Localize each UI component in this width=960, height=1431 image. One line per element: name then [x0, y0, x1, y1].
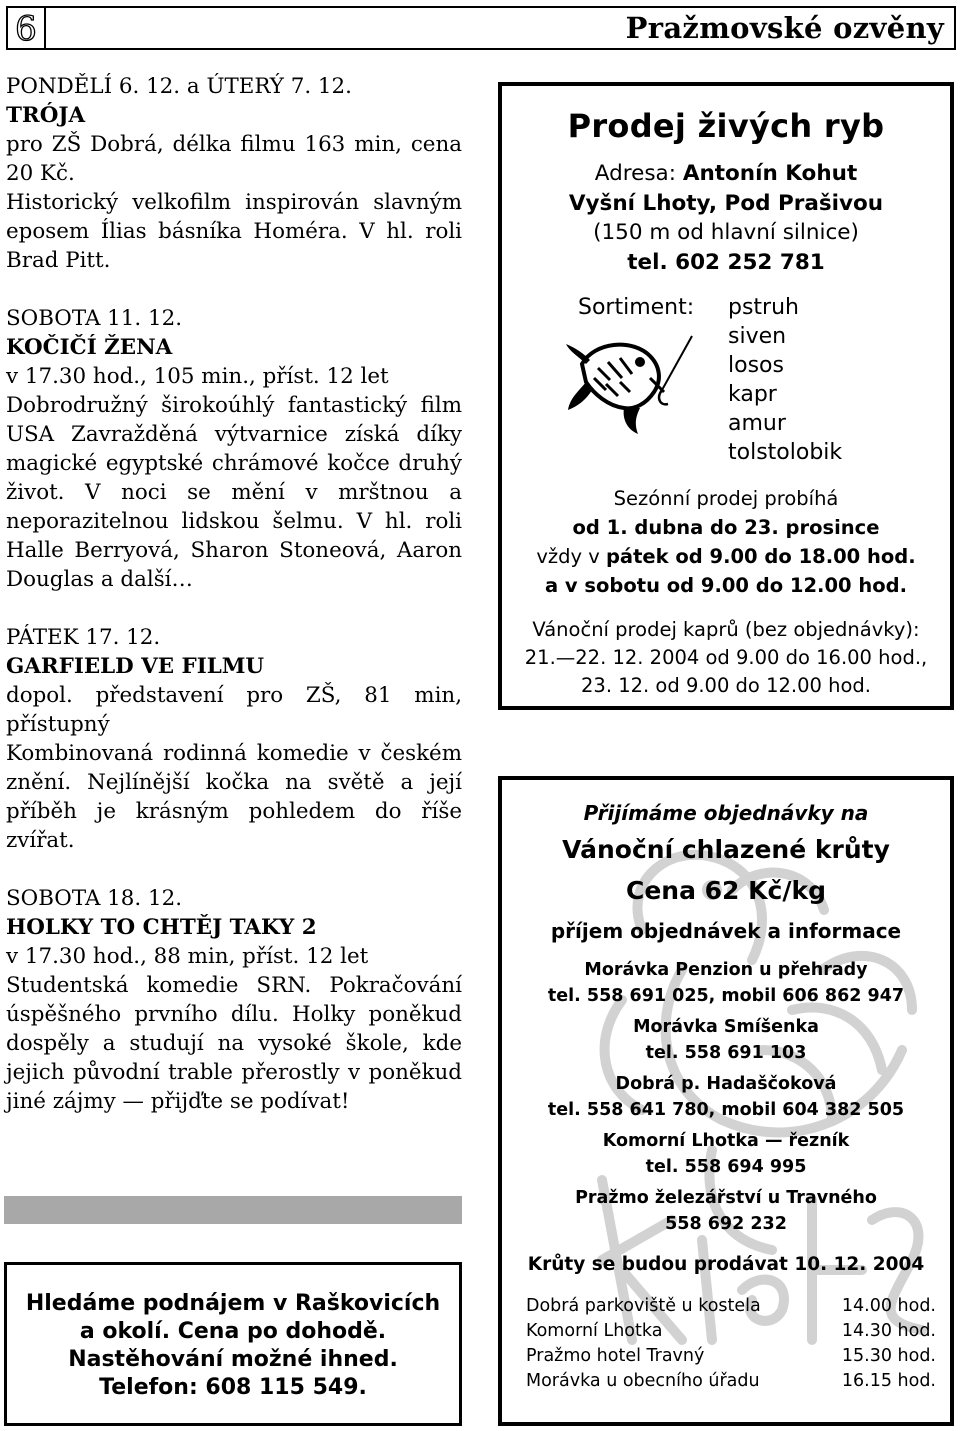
turkey-heading: Vánoční chlazené krůty	[562, 835, 890, 864]
christmas-carp-sale	[502, 616, 950, 700]
film-description: Historický velkofilm inspirován slavným eposem Ílias básníka Homéra. V hl. roli Brad Pitt.	[6, 190, 462, 273]
christmas-line: 23. 12. od 9.00 do 12.00 hod.	[581, 674, 871, 697]
schedule-time: 15.30 hod.	[841, 1346, 936, 1366]
order-place	[502, 1129, 950, 1180]
address-phone: tel. 602 252 781	[627, 249, 825, 275]
season-line: Sezónní prodej probíhá	[613, 487, 839, 510]
cinema-program	[6, 72, 462, 1145]
order-place	[502, 1186, 950, 1237]
turkey-price: Cena 62 Kč/kg	[625, 876, 826, 905]
page-number: 6	[15, 9, 37, 49]
species-item: tolstolobik	[728, 440, 843, 465]
place-name: Komorní Lhotka — řezník	[602, 1131, 850, 1151]
sale-date: Krůty se budou prodávat 10. 12. 2004	[527, 1254, 925, 1275]
film-title: HOLKY TO CHTĚJ TAKY 2	[6, 915, 317, 940]
schedule-time: 14.30 hod.	[841, 1321, 936, 1341]
address-note: (150 m od hlavní silnice)	[593, 220, 859, 245]
film-description: Studentská komedie SRN. Pokračování úspěšného prvního dílu. Holky poněkud dospěly a studují na vysoké škole, kde jejich původní trable přerostly v poněkud jiné zájmy — přijďte se podívat!	[6, 973, 462, 1114]
film-info: pro ZŠ Dobrá, délka filmu 163 min, cena 20 Kč.	[6, 132, 462, 186]
place-name: Dobrá p. Hadaščoková	[615, 1074, 837, 1094]
species-item: amur	[728, 411, 786, 436]
schedule-row	[526, 1319, 936, 1344]
christmas-line: Vánoční prodej kaprů (bez objednávky):	[532, 618, 920, 641]
turkey-sale-ad	[498, 776, 954, 1426]
rental-ad	[4, 1262, 462, 1426]
fish-season-info	[502, 484, 950, 600]
place-name: Morávka Smíšenka	[633, 1017, 819, 1037]
screening-date: SOBOTA 18. 12.	[6, 886, 183, 911]
orders-heading: příjem objednávek a informace	[550, 919, 902, 943]
place-phone: 558 692 232	[665, 1213, 787, 1234]
film-description: Kombinovaná rodinná komedie v českém znění. Nejlínější kočka na světě a její příběh je krásným pohledem do říše zvířat.	[6, 741, 462, 853]
page-number-box	[6, 6, 46, 50]
fish-ad-title: Prodej živých ryb	[567, 107, 885, 145]
address-label: Adresa:	[594, 161, 683, 186]
rental-line: Nastěhování možné ihned.	[68, 1347, 398, 1372]
season-dates: od 1. dubna do 23. prosince	[572, 516, 880, 539]
turkey-intro: Přijímáme objednávky na	[583, 801, 869, 825]
film-info: dopol. představení pro ZŠ, 81 min, přístupný	[6, 683, 462, 737]
schedule-place: Pražmo hotel Travný	[526, 1346, 705, 1366]
film-info: v 17.30 hod., 105 min., příst. 12 let	[6, 364, 389, 389]
schedule-place: Dobrá parkoviště u kostela	[526, 1296, 761, 1316]
schedule-place: Morávka u obecního úřadu	[526, 1371, 760, 1391]
species-list	[728, 293, 842, 467]
schedule-row	[526, 1294, 936, 1319]
schedule-place: Komorní Lhotka	[526, 1321, 663, 1341]
cinema-entry	[6, 72, 462, 275]
film-info: v 17.30 hod., 88 min, příst. 12 let	[6, 944, 369, 969]
order-place	[502, 1072, 950, 1123]
sale-schedule	[526, 1294, 936, 1394]
sortiment-label: Sortiment:	[578, 295, 695, 320]
schedule-time: 14.00 hod.	[841, 1296, 936, 1316]
fish-sale-ad	[498, 82, 954, 710]
newsletter-title: Pražmovské ozvěny	[625, 11, 944, 45]
cinema-entry	[6, 304, 462, 594]
schedule-row	[526, 1344, 936, 1369]
section-divider-bar	[4, 1196, 462, 1224]
schedule-time: 16.15 hod.	[841, 1371, 936, 1391]
screening-date: PONDĚLÍ 6. 12. a ÚTERÝ 7. 12.	[6, 74, 352, 99]
place-phone: tel. 558 691 025, mobil 606 862 947	[547, 985, 905, 1006]
species-item: pstruh	[728, 295, 799, 320]
season-saturday-hours: a v sobotu od 9.00 do 12.00 hod.	[544, 574, 908, 597]
rental-phone: Telefon: 608 115 549.	[99, 1375, 367, 1400]
order-place	[502, 958, 950, 1009]
screening-date: SOBOTA 11. 12.	[6, 306, 183, 331]
season-prefix: vždy v	[536, 545, 606, 568]
species-item: losos	[728, 353, 784, 378]
film-title: TRÓJA	[6, 103, 86, 128]
address-street: Vyšní Lhoty, Pod Prašivou	[568, 190, 884, 216]
species-item: siven	[728, 324, 787, 349]
rental-line: Hledáme podnájem v Raškovicích	[25, 1291, 441, 1316]
order-places	[502, 958, 950, 1243]
rental-line: a okolí. Cena po dohodě.	[79, 1319, 387, 1344]
christmas-line: 21.—22. 12. 2004 od 9.00 do 16.00 hod.,	[524, 646, 928, 669]
film-description: Dobrodružný širokoúhlý fantastický film USA Zavražděná výtvarnice získá díky magické egyptské chrámové kočce druhý život. V noci se mění v mrštnou a neporazitelnou lidskou šelmu. V hl. roli Halle Berryová, Sharon Stoneová, Aaron Douglas a další…	[6, 393, 462, 592]
place-name: Pražmo železářství u Travného	[575, 1188, 877, 1208]
film-title: GARFIELD VE FILMU	[6, 654, 265, 679]
place-phone: tel. 558 694 995	[645, 1156, 807, 1177]
fish-ad-address	[502, 159, 950, 277]
screening-date: PÁTEK 17. 12.	[6, 625, 161, 650]
order-place	[502, 1015, 950, 1066]
fish-on-hook-icon	[564, 334, 694, 444]
film-title: KOČIČÍ ŽENA	[6, 335, 173, 360]
cinema-entry	[6, 884, 462, 1116]
schedule-row	[526, 1369, 936, 1394]
place-phone: tel. 558 691 103	[645, 1042, 807, 1063]
season-friday-hours: pátek od 9.00 do 18.00 hod.	[605, 545, 916, 568]
place-phone: tel. 558 641 780, mobil 604 382 505	[547, 1099, 905, 1120]
species-item: kapr	[728, 382, 777, 407]
address-name: Antonín Kohut	[682, 161, 858, 186]
cinema-entry	[6, 623, 462, 855]
place-name: Morávka Penzion u přehrady	[584, 960, 868, 980]
